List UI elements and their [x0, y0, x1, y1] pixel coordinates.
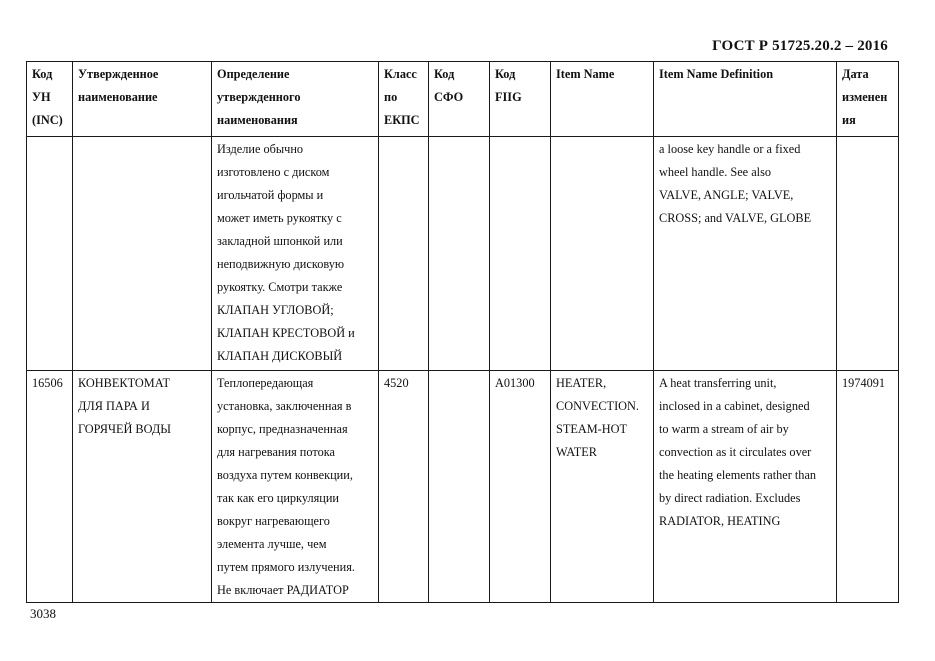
header-text-line: Код	[32, 67, 53, 81]
cell-sfo-code	[429, 371, 490, 603]
cell-text-line: Изделие обычно	[217, 142, 304, 156]
cell-text-line: CONVECTION.	[556, 399, 639, 413]
cell-text-line: A heat transferring unit,	[659, 376, 777, 390]
cell-ekps-class	[379, 371, 429, 603]
table-header-row	[27, 62, 899, 137]
header-text-line: утвержденного	[217, 90, 301, 104]
cell-definition	[212, 371, 379, 603]
cell-text-line: путем прямого излучения.	[217, 560, 355, 574]
cell-text-line: by direct radiation. Excludes	[659, 491, 801, 505]
header-text-line: Класс	[384, 67, 417, 81]
cell-text-line: CROSS; and VALVE, GLOBE	[659, 211, 812, 225]
cell-text-line: 4520	[384, 376, 409, 390]
column-header-change-date	[837, 62, 899, 137]
cell-text-line: элемента лучше, чем	[217, 537, 327, 551]
cell-approved-name	[73, 371, 212, 603]
cell-text-line: RADIATOR, HEATING	[659, 514, 781, 528]
header-text-line: Код	[434, 67, 455, 81]
header-text-line: Item Name Definition	[659, 67, 774, 81]
header-text-line: Определение	[217, 67, 290, 81]
column-header-sfo-code	[429, 62, 490, 137]
header-text-line: Утвержденное	[78, 67, 159, 81]
cell-text-line: a loose key handle or a fixed	[659, 142, 801, 156]
cell-text-line: неподвижную дисковую	[217, 257, 345, 271]
cell-item-name	[551, 371, 654, 603]
table-row	[27, 137, 899, 371]
header-text-line: ЕКПС	[384, 113, 420, 127]
cell-change-date	[837, 137, 899, 371]
cell-text-line: 16506	[32, 376, 63, 390]
cell-sfo-code	[429, 137, 490, 371]
header-text-line: Дата	[842, 67, 869, 81]
cell-text-line: A01300	[495, 376, 535, 390]
cell-text-line: ГОРЯЧЕЙ ВОДЫ	[78, 422, 171, 436]
document-title: ГОСТ Р 51725.20.2 – 2016	[712, 38, 888, 54]
header-text-line: УН	[32, 90, 51, 104]
cell-item-name	[551, 137, 654, 371]
cell-ekps-class	[379, 137, 429, 371]
column-header-definition	[212, 62, 379, 137]
cell-text-line: WATER	[556, 445, 597, 459]
cell-fiig-code	[490, 137, 551, 371]
cell-text-line: inclosed in a cabinet, designed	[659, 399, 810, 413]
cell-text-line: игольчатой формы и	[217, 188, 324, 202]
header-text-line: Item Name	[556, 67, 615, 81]
header-text-line: Код	[495, 67, 516, 81]
header-text-line: по	[384, 90, 398, 104]
cell-text-line: ДЛЯ ПАРА И	[78, 399, 150, 413]
cell-approved-name	[73, 137, 212, 371]
cell-text-line: 1974091	[842, 376, 886, 390]
cell-text-line: Теплопередающая	[217, 376, 314, 390]
column-header-ekps-class	[379, 62, 429, 137]
column-header-item-name-definition	[654, 62, 837, 137]
cell-text-line: the heating elements rather than	[659, 468, 817, 482]
cell-text-line: корпус, предназначенная	[217, 422, 348, 436]
catalog-table	[26, 61, 899, 603]
cell-text-line: VALVE, ANGLE; VALVE,	[659, 188, 794, 202]
cell-text-line: изготовлено с диском	[217, 165, 330, 179]
cell-text-line: Не включает РАДИАТОР	[217, 583, 349, 597]
cell-text-line: STEAM-HOT	[556, 422, 628, 436]
cell-text-line: КЛАПАН ДИСКОВЫЙ	[217, 349, 343, 363]
cell-text-line: convection as it circulates over	[659, 445, 812, 459]
cell-text-line: для нагревания потока	[217, 445, 335, 459]
column-header-approved-name	[73, 62, 212, 137]
cell-text-line: to warm a stream of air by	[659, 422, 789, 436]
cell-text-line: закладной шпонкой или	[217, 234, 343, 248]
header-text-line: (INC)	[32, 113, 63, 127]
cell-text-line: установка, заключенная в	[217, 399, 352, 413]
cell-text-line: wheel handle. See also	[659, 165, 771, 179]
header-text-line: наименования	[217, 113, 298, 127]
header-text-line: наименование	[78, 90, 158, 104]
page-number: 3038	[30, 606, 56, 621]
cell-text-line: КЛАПАН КРЕСТОВОЙ и	[217, 326, 355, 340]
cell-text-line: рукоятку. Смотри также	[217, 280, 343, 294]
header-text-line: СФО	[434, 90, 464, 104]
cell-text-line: может иметь рукоятку с	[217, 211, 342, 225]
cell-code-un	[27, 137, 73, 371]
cell-definition	[212, 137, 379, 371]
column-header-code-un	[27, 62, 73, 137]
cell-change-date	[837, 371, 899, 603]
cell-code-un	[27, 371, 73, 603]
cell-fiig-code	[490, 371, 551, 603]
cell-text-line: воздуха путем конвекции,	[217, 468, 353, 482]
cell-item-name-definition	[654, 137, 837, 371]
cell-item-name-definition	[654, 371, 837, 603]
header-text-line: изменен	[842, 90, 888, 104]
cell-text-line: КОНВЕКТОМАТ	[78, 376, 171, 390]
cell-text-line: КЛАПАН УГЛОВОЙ;	[217, 303, 334, 317]
table-row	[27, 371, 899, 603]
column-header-fiig-code	[490, 62, 551, 137]
column-header-item-name	[551, 62, 654, 137]
cell-text-line: вокруг нагревающего	[217, 514, 330, 528]
header-text-line: FIIG	[495, 90, 522, 104]
cell-text-line: HEATER,	[556, 376, 607, 390]
header-text-line: ия	[842, 113, 856, 127]
cell-text-line: так как его циркуляции	[217, 491, 339, 505]
